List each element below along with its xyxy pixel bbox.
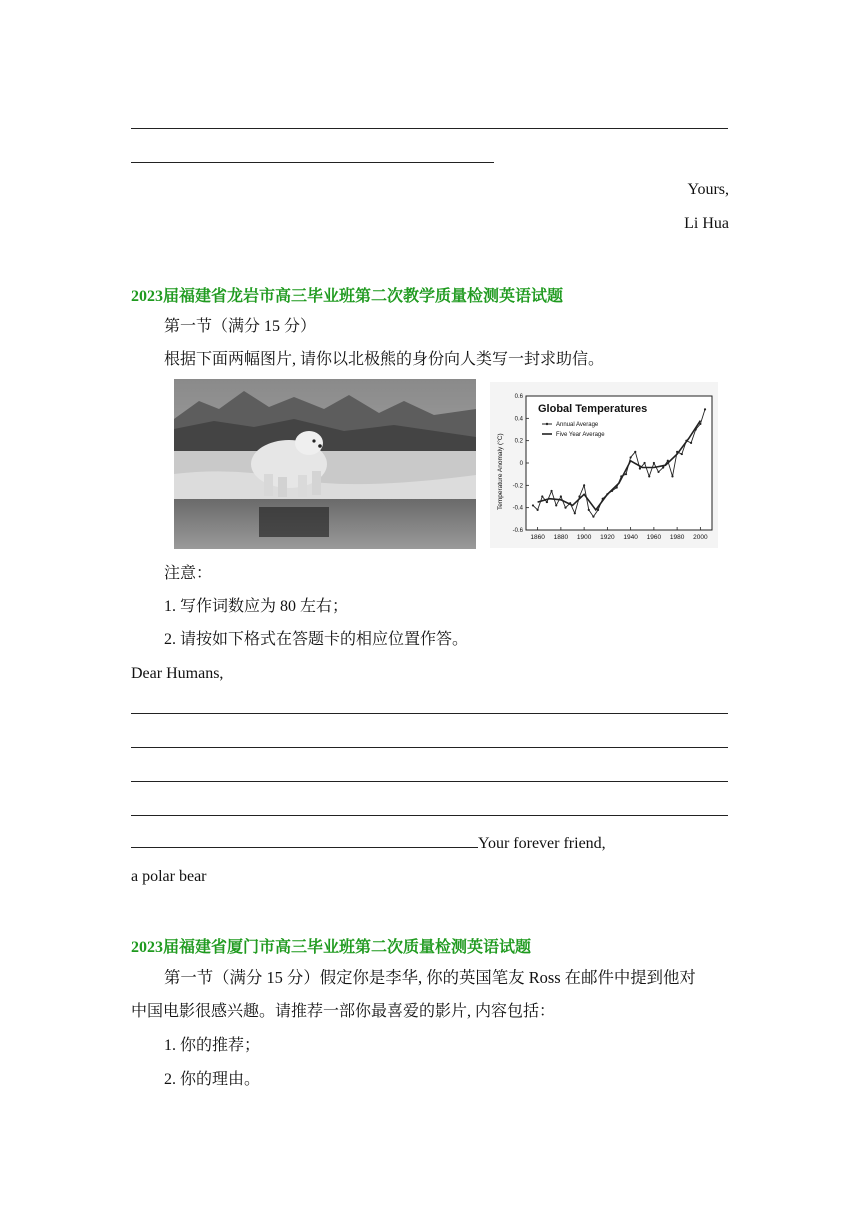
answer-line: [131, 713, 728, 714]
polar-bear-image: [174, 379, 476, 549]
x-tick-label: 1920: [600, 534, 615, 541]
letter-salutation: Dear Humans,: [131, 665, 224, 682]
annual-data-point: [550, 490, 552, 492]
x-tick-label: 1900: [576, 534, 592, 541]
annual-data-point: [625, 473, 627, 475]
y-tick-label: -0.2: [512, 483, 523, 490]
annual-data-point: [564, 507, 566, 509]
answer-line: [131, 747, 728, 748]
annual-data-point: [634, 451, 636, 453]
annual-data-point: [541, 495, 543, 497]
letter-signature: a polar bear: [131, 868, 207, 885]
task-item: 2. 你的理由。: [164, 1071, 261, 1088]
annual-data-point: [657, 471, 659, 473]
letter-signature: Li Hua: [684, 215, 729, 232]
chart-y-axis-label: Temperature Anomaly (°C): [497, 433, 504, 510]
chart-svg: [490, 382, 718, 548]
polar-bear-photo: [174, 379, 476, 549]
y-tick-label: -0.4: [512, 505, 523, 512]
legend-five-year: Five Year Average: [556, 432, 605, 438]
annual-data-point: [630, 456, 632, 458]
note-item: 2. 请按如下格式在答题卡的相应位置作答。: [164, 631, 469, 648]
answer-line: [131, 815, 728, 816]
temperature-chart: [490, 382, 718, 548]
letter-closing: Yours,: [687, 181, 729, 198]
answer-line: [131, 162, 494, 163]
annual-data-point: [671, 475, 673, 477]
x-tick-label: 1980: [669, 534, 685, 541]
annual-data-point: [643, 462, 645, 464]
y-tick-label: 0.6: [514, 394, 523, 400]
notes-label: 注意：: [164, 565, 213, 582]
annual-data-point: [681, 453, 683, 455]
annual-data-point: [537, 509, 539, 511]
section-heading: 2023届福建省厦门市高三毕业班第二次质量检测英语试题: [131, 939, 532, 956]
annual-data-point: [704, 408, 706, 410]
y-tick-label: 0: [519, 461, 523, 467]
task-paragraph-line: 第一节（满分 15 分）假定你是李华, 你的英国笔友 Ross 在邮件中提到他对: [164, 968, 696, 987]
annual-data-point: [639, 467, 641, 469]
annual-data-point: [662, 466, 664, 468]
annual-data-point: [532, 504, 534, 506]
section-heading: 2023届福建省龙岩市高三毕业班第二次教学质量检测英语试题: [131, 288, 564, 305]
annual-data-point: [690, 442, 692, 444]
x-tick-label: 1880: [553, 534, 569, 541]
annual-data-point: [583, 484, 585, 486]
note-item: 1. 写作词数应为 80 左右；: [164, 598, 349, 615]
annual-data-point: [588, 509, 590, 511]
letter-closing: Your forever friend,: [478, 835, 606, 852]
answer-line: [131, 128, 728, 129]
annual-data-point: [648, 475, 650, 477]
annual-data-point: [546, 501, 548, 503]
x-tick-label: 1960: [646, 534, 662, 541]
annual-data-point: [555, 504, 557, 506]
y-tick-label: 0.2: [514, 438, 523, 445]
annual-data-point: [574, 512, 576, 514]
x-tick-label: 2000: [693, 534, 708, 541]
task-item: 1. 你的推荐；: [164, 1037, 261, 1054]
y-tick-label: 0.4: [514, 416, 523, 423]
annual-data-point: [560, 495, 562, 497]
x-tick-label: 1860: [530, 534, 545, 541]
section-part: 第一节（满分 15 分）: [164, 318, 317, 335]
y-tick-label: -0.6: [512, 528, 523, 534]
annual-data-point: [592, 516, 594, 518]
task-paragraph-line: 中国电影很感兴趣。请推荐一部你最喜爱的影片, 内容包括：: [131, 1003, 556, 1020]
annual-data-point: [653, 462, 655, 464]
letter-closing-line: [131, 833, 606, 854]
legend-annual: Annual Average: [556, 422, 599, 428]
task-instruction: 根据下面两幅图片, 请你以北极熊的身份向人类写一封求助信。: [164, 351, 605, 368]
x-tick-label: 1940: [623, 534, 638, 541]
answer-line: [131, 833, 478, 848]
chart-title: Global Temperatures: [538, 403, 648, 415]
answer-line: [131, 781, 728, 782]
